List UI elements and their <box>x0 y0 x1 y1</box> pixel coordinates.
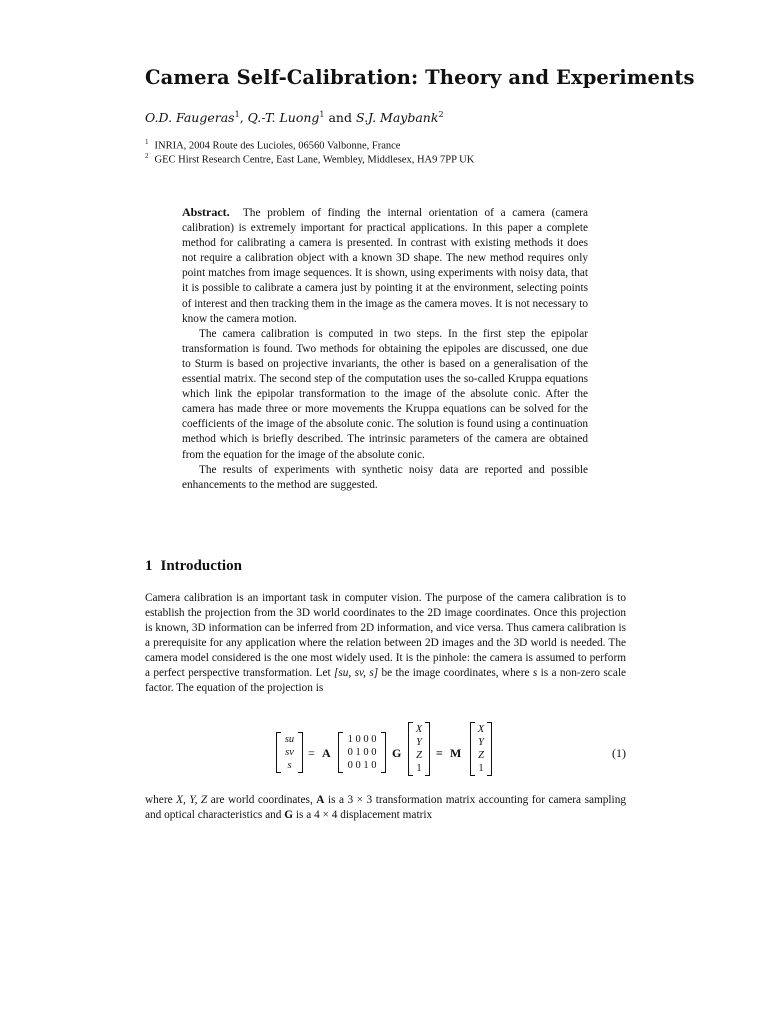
abstract-text: The problem of finding the internal orientation of a camera (camera calibration) is extremely important for practical applications. In this paper a complete method for calibrating a camera is presented. In contrast with existing methods it does not require a calibration object with a known 3D shape. The new method requires only point matches from image sequences. It is shown, using experiments with noisy data, that it is possible to calibrate a camera just by pointing it at the environment, selecting points of interest and then tracking them in the image as the camera moves. It is not necessary to know the camera motion. <box>182 207 589 325</box>
vector-entry: Y <box>478 737 484 748</box>
vector-entry: Z <box>478 750 484 761</box>
matrix-G-symbol: G <box>392 746 402 760</box>
body-text: be the image coordinates, where <box>378 667 533 679</box>
author-maybank-affiliation-mark: 2 <box>438 110 444 119</box>
image-coordinate-vector: [su, sv, s] <box>333 667 379 679</box>
author-maybank: S.J. Maybank <box>355 110 439 126</box>
body-text: is a 3 × 3 transformation matrix accounting for camera sampling and optical characteristics and <box>145 794 626 821</box>
affiliation-mark: 1 <box>145 138 149 146</box>
vector-entry: Z <box>416 750 422 761</box>
vector-entry: Y <box>416 737 422 748</box>
section-heading-introduction <box>145 558 242 575</box>
body-text: is a non-zero scale factor. The equation of the projection is <box>145 667 626 694</box>
vector-entry: 1 <box>416 763 422 774</box>
scale-factor-symbol: s <box>532 667 538 679</box>
section-title: Introduction <box>160 558 242 574</box>
matrix-row: 1 0 0 0 <box>347 734 377 745</box>
author-faugeras-affiliation-mark: 1 <box>234 110 240 119</box>
author-luong-affiliation-mark: 1 <box>319 110 325 119</box>
abstract-paragraph <box>182 205 588 327</box>
equals-sign: = <box>308 746 315 760</box>
matrix-row: 0 1 0 0 <box>347 747 377 758</box>
section-number: 1 <box>145 558 153 574</box>
matrix-row: 0 0 1 0 <box>347 760 377 771</box>
body-text: Camera calibration is an important task in computer vision. The purpose of the camera calibration is to establish the projection from the 3D world coordinates to the 2D image coordinates. Once this projection is known, 3D information can be inferred from 2D information, and vice versa. Thus camera calibration is a prerequisite for any application where the relation between 2D images and the 3D world is needed. The camera model considered is the one most widely used. It is the pinhole: the camera is assumed to perform a perfect perspective transformation. Let <box>145 592 626 679</box>
body-text: is a 4 × 4 displacement matrix <box>293 809 433 821</box>
matrix-G-symbol: G <box>284 809 294 821</box>
vector-entry: s <box>287 760 292 771</box>
world-coordinates-vector <box>470 722 492 776</box>
world-coordinates-vector <box>408 722 430 776</box>
vector-entry: su <box>284 734 295 745</box>
affiliation-text: INRIA, 2004 Route des Lucioles, 06560 Valbonne, France <box>154 140 401 152</box>
vector-entry: 1 <box>478 763 484 774</box>
projection-equation <box>145 722 626 784</box>
equivalence-sign: ≡ <box>436 746 443 760</box>
author-faugeras: O.D. Faugeras <box>145 110 235 126</box>
author-luong: Q.-T. Luong <box>247 110 320 126</box>
affiliation-mark: 2 <box>145 152 149 160</box>
introduction-paragraph <box>145 591 626 696</box>
abstract <box>182 205 588 493</box>
body-text: are world coordinates, <box>207 794 317 806</box>
abstract-paragraph: The results of experiments with synthetic noisy data are reported and possible enhancements to the method are suggested. <box>182 463 588 491</box>
introduction-paragraph-continued <box>145 793 626 823</box>
matrix-A-symbol: A <box>316 794 325 806</box>
vector-entry: sv <box>285 747 294 758</box>
abstract-paragraph: The camera calibration is computed in two steps. In the first step the epipolar transformation is found. Two methods for obtaining the epipoles are discussed, one due to Sturm is based on projective invariants, the other is based on a generalisation of the essential matrix. The second step of the computation uses the so-called Kruppa equations which link the epipolar transformation to the image of the absolute conic. After the camera has made three or more movements the Kruppa equations can be solved for the coefficients of the image of the absolute conic. The solution is found using a continuation method which is briefly described. The intrinsic parameters of the camera are obtained from the equation for the image of the absolute conic. <box>182 327 588 461</box>
body-text: where <box>145 794 177 806</box>
body-paragraph <box>145 591 626 696</box>
vector-entry: X <box>477 724 485 735</box>
author-separator-and: and <box>324 110 356 126</box>
author-list <box>145 110 444 125</box>
equation-number: (1) <box>612 746 626 760</box>
matrix-A-symbol: A <box>322 746 331 760</box>
affiliation-text: GEC Hirst Research Centre, East Lane, Wembley, Middlesex, HA9 7PP UK <box>154 154 475 166</box>
world-coordinate-symbols: X, Y, Z <box>176 794 208 806</box>
affiliation-gec <box>145 152 474 166</box>
author-separator: , <box>239 110 248 126</box>
image-coordinates-vector <box>276 732 303 773</box>
matrix-M-symbol: M <box>450 746 462 760</box>
paper-title: Camera Self-Calibration: Theory and Experiments <box>145 66 695 89</box>
affiliation-inria <box>145 138 400 152</box>
body-paragraph <box>145 793 626 823</box>
vector-entry: X <box>415 724 423 735</box>
abstract-keyword: Abstract. <box>182 205 230 219</box>
projection-matrix <box>338 732 386 773</box>
